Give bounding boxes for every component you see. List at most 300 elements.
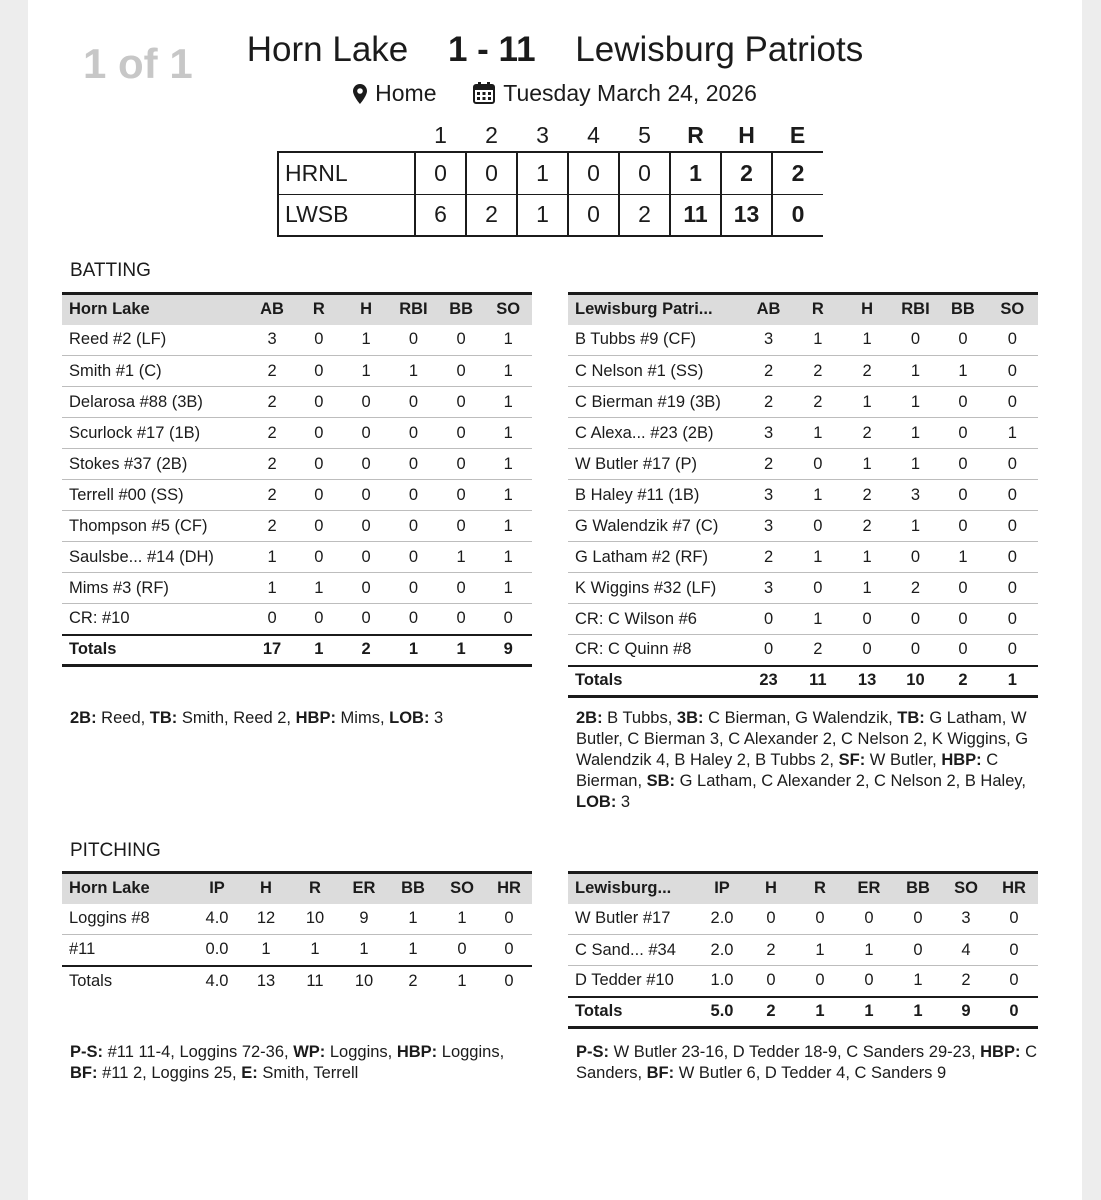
stat-value: 0 <box>793 449 842 480</box>
stat-value: 0 <box>438 604 485 635</box>
player-row <box>568 935 1038 966</box>
note-label: 3B: <box>676 709 704 727</box>
totals-value: 2 <box>939 666 986 697</box>
team-abbr: HRNL <box>278 152 415 194</box>
stat-value: 2 <box>250 449 295 480</box>
stat-value: 1 <box>842 542 891 573</box>
stat-value: 0 <box>438 573 485 604</box>
stat-value: 2 <box>250 480 295 511</box>
batting-table-away <box>62 292 532 667</box>
note-text: Loggins, <box>437 1043 509 1061</box>
stat-value: 1 <box>388 935 438 966</box>
stat-value: 0 <box>486 935 532 966</box>
linescore-row-away <box>278 152 823 194</box>
stat-value: 1 <box>892 511 940 542</box>
stat-value: 0 <box>987 604 1038 635</box>
stat-value: 0 <box>990 935 1038 966</box>
stat-value: 0 <box>892 542 940 573</box>
inning-score: 6 <box>415 194 466 236</box>
stat-value: 0 <box>294 356 343 387</box>
stat-value: 1 <box>484 325 532 356</box>
totals-row <box>62 635 532 666</box>
stat-value: 0 <box>438 325 485 356</box>
player-name: C Alexa... #23 (2B) <box>568 418 744 449</box>
totals-label: Totals <box>568 997 698 1028</box>
stat-value: 2 <box>942 966 990 997</box>
totals-value: 17 <box>250 635 295 666</box>
stat-value: 2 <box>842 480 891 511</box>
stat-column-header: H <box>242 873 290 904</box>
stat-value: 2 <box>892 573 940 604</box>
note-label: 2B: <box>576 709 603 727</box>
player-row <box>62 480 532 511</box>
stat-value: 1 <box>484 573 532 604</box>
stat-value: 2 <box>842 356 891 387</box>
note-label: SB: <box>646 772 676 790</box>
pitching-table-away <box>62 871 532 997</box>
stat-value: 0 <box>343 542 389 573</box>
stat-value: 1 <box>438 542 485 573</box>
stat-value: 0 <box>343 418 389 449</box>
stat-value: 0 <box>939 449 986 480</box>
player-name: Stokes #37 (2B) <box>62 449 250 480</box>
stat-value: 0 <box>389 418 438 449</box>
stat-value: 2 <box>793 387 842 418</box>
runs-total: 1 <box>670 152 721 194</box>
runs-total: 11 <box>670 194 721 236</box>
stat-value: 0 <box>844 966 894 997</box>
stat-value: 1 <box>389 356 438 387</box>
stat-value: 0 <box>987 325 1038 356</box>
linescore-table <box>277 120 823 237</box>
player-row <box>62 387 532 418</box>
stat-value: 0 <box>343 511 389 542</box>
stat-value: 0 <box>294 387 343 418</box>
stat-value: 2 <box>250 418 295 449</box>
stat-value: 3 <box>744 418 793 449</box>
stat-value: 0 <box>939 387 986 418</box>
calendar-icon <box>473 80 503 106</box>
inning-header: 3 <box>536 122 549 148</box>
stat-value: 2 <box>793 356 842 387</box>
note-text: C Bierman, G Walendzik, <box>703 709 898 727</box>
player-name: C Bierman #19 (3B) <box>568 387 744 418</box>
player-row <box>62 573 532 604</box>
totals-value: 13 <box>842 666 891 697</box>
pitching-notes-home <box>576 1042 1046 1084</box>
note-text: Loggins, <box>325 1043 397 1061</box>
note-text: Mims, <box>335 709 390 727</box>
stat-value: 1 <box>892 418 940 449</box>
errors-header: E <box>789 122 806 148</box>
player-name: CR: C Wilson #6 <box>568 604 744 635</box>
player-row <box>62 325 532 356</box>
player-name: Scurlock #17 (1B) <box>62 418 250 449</box>
stat-value: 0 <box>294 325 343 356</box>
stat-value: 0 <box>438 511 485 542</box>
stat-value: 1 <box>250 573 295 604</box>
stat-value: 2.0 <box>698 904 746 935</box>
note-text: B Tubbs, <box>602 709 677 727</box>
stat-value: 0 <box>438 480 485 511</box>
stat-value: 3 <box>250 325 295 356</box>
note-label: 2B: <box>70 709 97 727</box>
stat-value: 1 <box>793 325 842 356</box>
stat-value: 0 <box>389 449 438 480</box>
stat-value: 0 <box>746 966 796 997</box>
totals-value: 1 <box>987 666 1038 697</box>
home-team-name: Lewisburg Patriots <box>575 30 864 69</box>
player-name: C Nelson #1 (SS) <box>568 356 744 387</box>
stat-value: 2 <box>746 935 796 966</box>
note-label: HBP: <box>295 709 336 727</box>
inning-header: 1 <box>434 122 447 148</box>
stat-value: 1 <box>343 325 389 356</box>
hits-header: H <box>738 122 755 148</box>
player-name: CR: C Quinn #8 <box>568 635 744 666</box>
player-row <box>568 966 1038 997</box>
batting-notes-away <box>70 708 540 729</box>
inning-score: 2 <box>619 194 670 236</box>
stat-value: 1 <box>842 449 891 480</box>
player-name: Mims #3 (RF) <box>62 573 250 604</box>
note-text: W Butler 6, D Tedder 4, C Sanders 9 <box>674 1064 947 1082</box>
stat-value: 0 <box>987 387 1038 418</box>
stat-value: 0 <box>892 604 940 635</box>
player-row <box>568 635 1038 666</box>
stat-column-header: R <box>294 294 343 325</box>
totals-value: 1 <box>294 635 343 666</box>
stat-value: 0 <box>796 904 844 935</box>
stat-value: 0 <box>987 573 1038 604</box>
totals-row <box>568 997 1038 1028</box>
stat-value: 0 <box>343 480 389 511</box>
stat-value: 0 <box>987 542 1038 573</box>
totals-value: 0 <box>990 997 1038 1028</box>
errors-total: 2 <box>772 152 823 194</box>
player-name: W Butler #17 <box>568 904 698 935</box>
totals-value: 11 <box>793 666 842 697</box>
hits-total: 13 <box>721 194 772 236</box>
stat-value: 1 <box>793 418 842 449</box>
stat-value: 0 <box>389 325 438 356</box>
player-name: Delarosa #88 (3B) <box>62 387 250 418</box>
totals-value: 1 <box>389 635 438 666</box>
stat-value: 1 <box>939 542 986 573</box>
player-name: Terrell #00 (SS) <box>62 480 250 511</box>
stat-column-header: SO <box>942 873 990 904</box>
player-row <box>568 542 1038 573</box>
game-title <box>28 30 1082 70</box>
linescore-header-row <box>278 120 823 152</box>
stat-value: 2 <box>793 635 842 666</box>
stat-value: 0 <box>389 573 438 604</box>
totals-value: 2 <box>343 635 389 666</box>
stat-value: 2 <box>744 542 793 573</box>
note-label: P-S: <box>576 1043 609 1061</box>
stat-value: 1 <box>987 418 1038 449</box>
stat-value: 1 <box>294 573 343 604</box>
totals-row <box>568 666 1038 697</box>
player-row <box>62 935 532 966</box>
stat-value: 1 <box>484 418 532 449</box>
stat-value: 1 <box>484 542 532 573</box>
totals-value: 1 <box>894 997 942 1028</box>
player-row <box>568 418 1038 449</box>
player-row <box>568 356 1038 387</box>
stat-header-row <box>568 294 1038 325</box>
stat-value: 0 <box>484 604 532 635</box>
player-row <box>62 511 532 542</box>
stat-value: 0 <box>389 604 438 635</box>
stat-value: 1 <box>844 935 894 966</box>
stat-value: 3 <box>744 480 793 511</box>
stat-value: 1 <box>842 387 891 418</box>
stat-value: 1 <box>343 356 389 387</box>
batting-section-title: BATTING <box>70 260 151 281</box>
stat-column-header: BB <box>438 294 485 325</box>
note-text: C Bierman, <box>576 751 1003 790</box>
stat-value: 1 <box>793 542 842 573</box>
stat-header-row <box>62 873 532 904</box>
stat-value: 1 <box>388 904 438 935</box>
stat-column-header: BB <box>939 294 986 325</box>
stat-value: 0 <box>438 449 485 480</box>
away-team-name: Horn Lake <box>246 30 409 69</box>
stat-value: 0 <box>939 511 986 542</box>
stat-column-header: ER <box>340 873 388 904</box>
stat-column-header: BB <box>894 873 942 904</box>
stat-value: 1 <box>250 542 295 573</box>
stat-value: 0 <box>892 635 940 666</box>
inning-score: 1 <box>517 152 568 194</box>
inning-header: 2 <box>485 122 498 148</box>
stat-header-row <box>568 873 1038 904</box>
totals-value: 5.0 <box>698 997 746 1028</box>
stat-value: 0 <box>294 449 343 480</box>
stat-value: 2 <box>842 511 891 542</box>
player-name: K Wiggins #32 (LF) <box>568 573 744 604</box>
stat-value: 1 <box>796 935 844 966</box>
stat-value: 0 <box>389 542 438 573</box>
totals-value: 2 <box>746 997 796 1028</box>
stat-column-header: H <box>746 873 796 904</box>
stat-value: 0 <box>987 635 1038 666</box>
stat-value: 1 <box>340 935 388 966</box>
stat-value: 0 <box>987 449 1038 480</box>
note-label: SF: <box>838 751 866 769</box>
stat-value: 0 <box>744 604 793 635</box>
team-column-header: Lewisburg... <box>568 873 698 904</box>
stat-value: 0 <box>294 542 343 573</box>
totals-value: 9 <box>942 997 990 1028</box>
stat-value: 0 <box>438 935 486 966</box>
stat-value: 2 <box>250 387 295 418</box>
game-date: Tuesday March 24, 2026 <box>503 80 757 106</box>
stat-value: 0 <box>990 904 1038 935</box>
note-label: TB: <box>897 709 925 727</box>
inning-header: 4 <box>587 122 600 148</box>
team-column-header: Horn Lake <box>62 294 250 325</box>
stat-value: 3 <box>744 573 793 604</box>
note-text: Smith, Terrell <box>257 1064 359 1082</box>
linescore-row-home <box>278 194 823 236</box>
totals-value: 1 <box>796 997 844 1028</box>
player-row <box>62 418 532 449</box>
team-column-header: Horn Lake <box>62 873 192 904</box>
stat-value: 3 <box>942 904 990 935</box>
stat-value: 2 <box>744 387 793 418</box>
stat-value: 0 <box>793 511 842 542</box>
stat-value: 1 <box>793 480 842 511</box>
player-name: G Walendzik #7 (C) <box>568 511 744 542</box>
team-column-header: Lewisburg Patri... <box>568 294 744 325</box>
totals-value: 4.0 <box>192 966 242 997</box>
stat-column-header: BB <box>388 873 438 904</box>
note-text: C Sanders, <box>576 1043 1042 1082</box>
stat-value: 0 <box>438 387 485 418</box>
stat-column-header: R <box>796 873 844 904</box>
stat-value: 0 <box>438 356 485 387</box>
player-name: G Latham #2 (RF) <box>568 542 744 573</box>
stat-value: 1.0 <box>698 966 746 997</box>
stat-value: 1 <box>290 935 340 966</box>
totals-value: 13 <box>242 966 290 997</box>
stat-value: 0 <box>343 604 389 635</box>
stat-value: 1 <box>484 449 532 480</box>
totals-value: 10 <box>892 666 940 697</box>
inning-header: 5 <box>638 122 651 148</box>
stat-value: 0 <box>343 387 389 418</box>
totals-label: Totals <box>568 666 744 697</box>
note-label: E: <box>241 1064 258 1082</box>
note-label: HBP: <box>941 751 982 769</box>
stat-column-header: H <box>343 294 389 325</box>
note-text: W Butler, <box>865 751 942 769</box>
inning-score: 0 <box>415 152 466 194</box>
batting-notes-home <box>576 708 1042 813</box>
stat-value: 1 <box>892 449 940 480</box>
note-text: #11 2, Loggins 25, <box>97 1064 242 1082</box>
stat-value: 1 <box>484 480 532 511</box>
stat-column-header: IP <box>192 873 242 904</box>
stat-column-header: RBI <box>892 294 940 325</box>
player-name: Thompson #5 (CF) <box>62 511 250 542</box>
stat-value: 0 <box>796 966 844 997</box>
stat-column-header: ER <box>844 873 894 904</box>
stat-value: 0 <box>294 480 343 511</box>
stat-value: 9 <box>340 904 388 935</box>
note-label: HBP: <box>396 1043 438 1061</box>
note-text: Smith, Reed 2, <box>177 709 296 727</box>
note-label: P-S: <box>70 1043 103 1061</box>
stat-value: 1 <box>242 935 290 966</box>
stat-value: 1 <box>894 966 942 997</box>
note-text: 3 <box>616 793 631 811</box>
stat-value: 1 <box>892 387 940 418</box>
totals-value: 23 <box>744 666 793 697</box>
stat-value: 0 <box>842 604 891 635</box>
stat-value: 1 <box>438 904 486 935</box>
game-info <box>28 80 1082 107</box>
pitching-table-home <box>568 871 1038 1029</box>
player-row <box>568 573 1038 604</box>
player-name: Reed #2 (LF) <box>62 325 250 356</box>
note-label: LOB: <box>389 709 430 727</box>
player-name: D Tedder #10 <box>568 966 698 997</box>
stat-value: 0 <box>939 418 986 449</box>
stat-value: 0 <box>294 511 343 542</box>
stat-column-header: R <box>793 294 842 325</box>
stat-value: 0 <box>294 418 343 449</box>
inning-score: 0 <box>466 152 517 194</box>
player-row <box>62 904 532 935</box>
stat-column-header: IP <box>698 873 746 904</box>
stat-header-row <box>62 294 532 325</box>
stat-value: 2 <box>842 418 891 449</box>
stat-value: 0 <box>939 480 986 511</box>
boxscore-page <box>28 0 1082 1200</box>
stat-value: 0 <box>939 325 986 356</box>
note-text: W Butler 23-16, D Tedder 18-9, C Sanders 29-23, <box>609 1043 981 1061</box>
player-name: W Butler #17 (P) <box>568 449 744 480</box>
errors-total: 0 <box>772 194 823 236</box>
player-row <box>568 511 1038 542</box>
stat-value: 4 <box>942 935 990 966</box>
stat-column-header: SO <box>987 294 1038 325</box>
map-pin-icon <box>353 80 375 106</box>
note-label: BF: <box>70 1064 98 1082</box>
player-row <box>568 480 1038 511</box>
player-row <box>62 356 532 387</box>
totals-label: Totals <box>62 966 192 997</box>
stat-column-header: H <box>842 294 891 325</box>
stat-value: 0 <box>744 635 793 666</box>
stat-value: 2 <box>250 511 295 542</box>
stat-value: 3 <box>744 511 793 542</box>
stat-value: 12 <box>242 904 290 935</box>
game-location: Home <box>375 80 437 106</box>
stat-value: 0 <box>844 904 894 935</box>
note-text: G Latham, W Butler, C Bierman 3, C Alexander 2, C Nelson 2, K Wiggins, G Walendzik 4, B Haley 2, B Tubbs 2, <box>576 709 1033 769</box>
player-name: #11 <box>62 935 192 966</box>
stat-value: 0 <box>438 418 485 449</box>
batting-table-home <box>568 292 1038 698</box>
player-row <box>62 542 532 573</box>
stat-value: 1 <box>939 356 986 387</box>
note-label: HBP: <box>980 1043 1021 1061</box>
note-label: BF: <box>646 1064 675 1082</box>
stat-column-header: AB <box>250 294 295 325</box>
stat-value: 0 <box>343 573 389 604</box>
stat-value: 0 <box>987 511 1038 542</box>
inning-score: 2 <box>466 194 517 236</box>
stat-value: 2.0 <box>698 935 746 966</box>
totals-value: 9 <box>484 635 532 666</box>
stat-value: 1 <box>484 387 532 418</box>
stat-value: 1 <box>793 604 842 635</box>
pitching-notes-away <box>70 1042 520 1084</box>
stat-value: 0 <box>389 511 438 542</box>
stat-column-header: AB <box>744 294 793 325</box>
player-name: Smith #1 (C) <box>62 356 250 387</box>
note-label: TB: <box>149 709 178 727</box>
player-name: B Haley #11 (1B) <box>568 480 744 511</box>
totals-value: 11 <box>290 966 340 997</box>
note-text: G Latham, C Alexander 2, C Nelson 2, B Haley, <box>675 772 1031 790</box>
stat-value: 0 <box>294 604 343 635</box>
stat-value: 2 <box>250 356 295 387</box>
